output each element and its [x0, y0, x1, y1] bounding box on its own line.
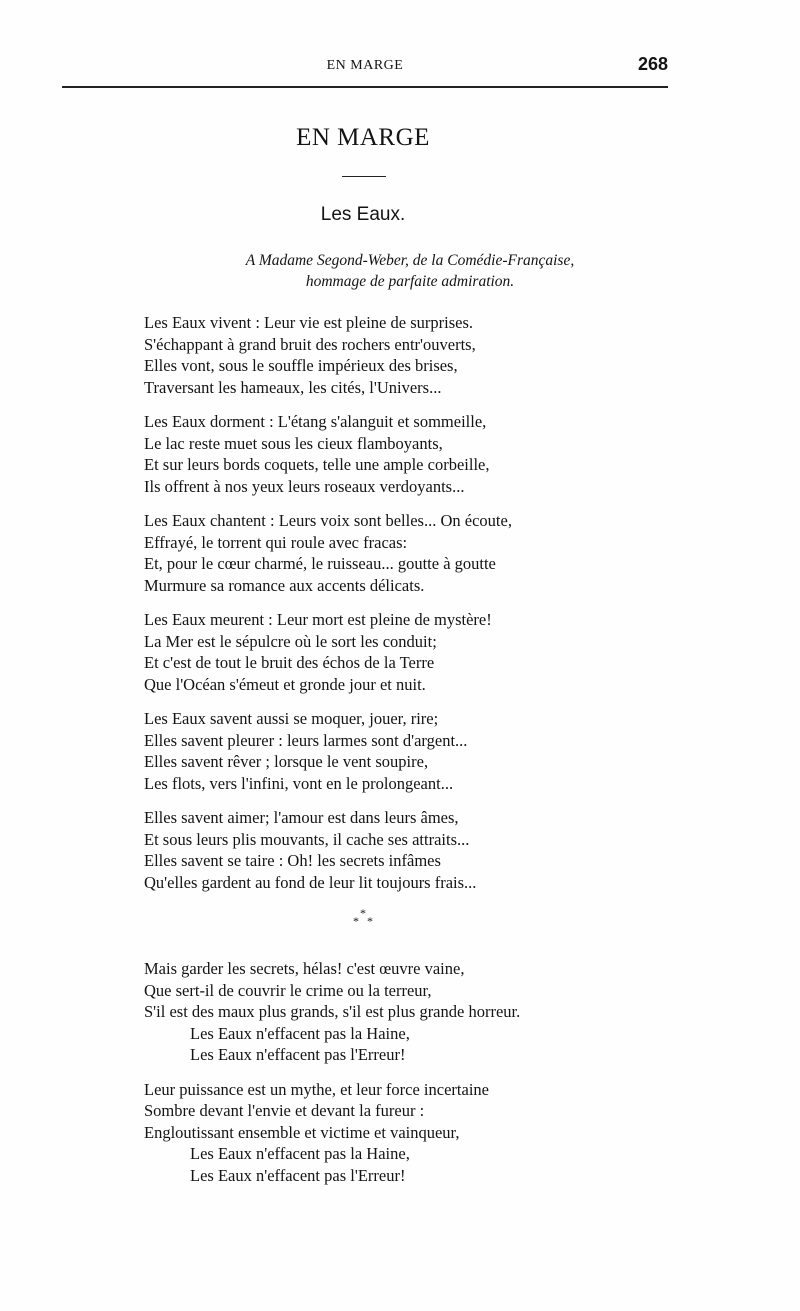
verse-line: Elles savent pleurer : leurs larmes sont d'argent...: [144, 730, 468, 750]
verse-line: Et c'est de tout le bruit des échos de la Terre: [144, 653, 435, 672]
poem-title: Les Eaux.: [320, 204, 406, 225]
verse-line: Elles vont, sous le souffle impérieux des brises,: [144, 356, 458, 375]
verse-line: Et, pour le cœur charmé, le ruisseau... goutte à goutte: [144, 554, 496, 573]
asterism: [340, 906, 380, 930]
dedication: [180, 250, 640, 292]
verse-line: Ils offrent à nos yeux leurs roseaux verdoyants...: [144, 476, 465, 496]
verse-line: Les Eaux meurent : Leur mort est pleine de mystère!: [144, 610, 492, 629]
verse-line: Elles savent rêver ; lorsque le vent soupire,: [144, 752, 429, 771]
running-title: EN MARGE: [326, 58, 404, 73]
stanza: [144, 1079, 664, 1187]
verse-line: Engloutissant ensemble et victime et vainqueur,: [144, 1122, 460, 1142]
verse-line: Qu'elles gardent au fond de leur lit toujours frais...: [144, 872, 477, 892]
stanza: [144, 807, 664, 893]
verse-line: Les Eaux chantent : Leurs voix sont belles... On écoute,: [144, 511, 512, 530]
dedication-line: A Madame Segond-Weber, de la Comédie-Française,: [245, 252, 575, 269]
stanza: [144, 411, 664, 497]
running-head: [62, 56, 668, 80]
stanza: [144, 312, 664, 398]
refrain-line: Les Eaux n'effacent pas la Haine,: [190, 1144, 410, 1163]
verse-line: Elles savent aimer; l'amour est dans leurs âmes,: [144, 808, 459, 827]
verse-line: Traversant les hameaux, les cités, l'Univers...: [144, 377, 442, 397]
page-number: 268: [637, 54, 668, 74]
refrain-line: Les Eaux n'effacent pas l'Erreur!: [190, 1045, 406, 1064]
title-divider: [342, 176, 386, 177]
poem-body: [144, 312, 664, 906]
verse-line: Les flots, vers l'infini, vont en le prolongeant...: [144, 773, 454, 793]
verse-line: Les Eaux savent aussi se moquer, jouer, rire;: [144, 709, 439, 728]
stanza: [144, 958, 664, 1066]
verse-line: Elles savent se taire : Oh! les secrets infâmes: [144, 851, 441, 870]
verse-line: Et sur leurs bords coquets, telle une ample corbeille,: [144, 455, 490, 474]
verse-line: Et sous leurs plis mouvants, il cache ses attraits...: [144, 829, 470, 849]
stanza: [144, 510, 664, 596]
verse-line: S'échappant à grand bruit des rochers entr'ouverts,: [144, 334, 476, 354]
verse-line: Mais garder les secrets, hélas! c'est œuvre vaine,: [144, 959, 465, 978]
asterism-star: *: [353, 914, 359, 928]
verse-line: Les Eaux vivent : Leur vie est pleine de surprises.: [144, 313, 473, 332]
verse-line: Leur puissance est un mythe, et leur force incertaine: [144, 1079, 489, 1099]
dedication-line: hommage de parfaite admiration.: [305, 273, 515, 290]
verse-line: La Mer est le sépulcre où le sort les conduit;: [144, 631, 437, 651]
verse-line: Effrayé, le torrent qui roule avec fracas:: [144, 532, 408, 552]
verse-line: S'il est des maux plus grands, s'il est plus grande horreur.: [144, 1002, 521, 1021]
asterism-star: *: [360, 906, 366, 920]
refrain-line: Les Eaux n'effacent pas la Haine,: [190, 1023, 410, 1043]
verse-line: Les Eaux dorment : L'étang s'alanguit et sommeille,: [144, 412, 487, 431]
verse-line: Que sert-il de couvrir le crime ou la terreur,: [144, 980, 432, 1000]
poem-body-continued: [144, 958, 664, 1199]
verse-line: Murmure sa romance aux accents délicats.: [144, 575, 425, 595]
stanza: [144, 609, 664, 695]
header-rule: [62, 86, 668, 88]
asterism-star: *: [367, 914, 373, 928]
verse-line: Sombre devant l'envie et devant la fureur :: [144, 1101, 425, 1120]
section-title: EN MARGE: [296, 124, 430, 151]
refrain-line: Les Eaux n'effacent pas l'Erreur!: [190, 1165, 406, 1185]
stanza: [144, 708, 664, 794]
verse-line: Le lac reste muet sous les cieux flamboyants,: [144, 433, 443, 453]
verse-line: Que l'Océan s'émeut et gronde jour et nuit.: [144, 674, 426, 694]
